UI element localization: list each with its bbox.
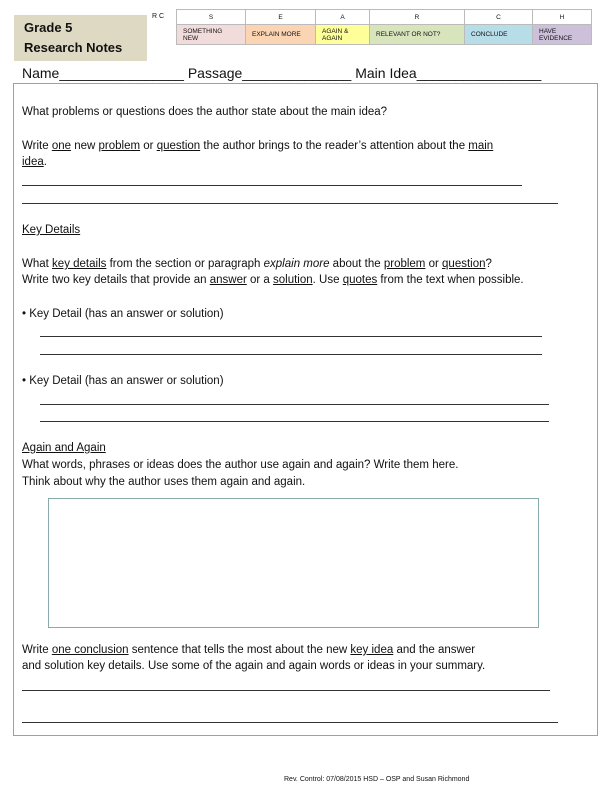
key-details-heading: Key Details (22, 224, 81, 236)
again-prompt-1: What words, phrases or ideas does the author use again and again? Write them here. (22, 459, 459, 471)
passage-field[interactable]: Passage______________ (187, 65, 352, 81)
prompt-new-problem: Write one new problem or question the author brings to the reader’s attention about the main idea. (22, 140, 494, 168)
footer: Rev. Control: 07/08/2015 HSD – OSP and Susan Richmond (284, 776, 470, 783)
answer-line[interactable] (40, 354, 542, 355)
title-line1: Grade 5 (24, 20, 73, 35)
legend-label: CONCLUDE (465, 25, 533, 45)
key-detail-bullet-2: • Key Detail (has an answer or solution) (22, 375, 224, 387)
legend-label: HAVE EVIDENCE (533, 25, 592, 45)
key-details-prompt: What key details from the section or paragraph explain more about the problem or question? Write two key details that provide an answer or a solution. Use quotes from the text when possible. (22, 258, 524, 286)
legend-label: RELEVANT OR NOT? (370, 25, 465, 45)
legend-label: EXPLAIN MORE (246, 25, 316, 45)
again-heading: Again and Again (22, 442, 106, 454)
question-problems: What problems or questions does the author state about the main idea? (22, 106, 388, 118)
legend-letter: S (177, 10, 246, 25)
legend-letter: R (370, 10, 465, 25)
answer-line[interactable] (22, 203, 558, 204)
answer-line[interactable] (22, 722, 558, 723)
notes-box (13, 83, 598, 736)
again-prompt-2: Think about why the author uses them again and again. (22, 476, 306, 488)
main-idea-field[interactable]: Main Idea________________ (355, 65, 542, 81)
again-answer-box[interactable] (48, 498, 539, 628)
seacrch-legend-table (176, 9, 592, 45)
legend-letter: A (316, 10, 370, 25)
answer-line[interactable] (40, 336, 542, 337)
legend-label: SOMETHING NEW (177, 25, 246, 45)
answer-line[interactable] (40, 404, 549, 405)
name-field[interactable]: Name________________ (22, 65, 184, 81)
legend-letter: C (465, 10, 533, 25)
legend-letter: H (533, 10, 592, 25)
key-detail-bullet-1: • Key Detail (has an answer or solution) (22, 308, 224, 320)
header-fields (22, 65, 541, 81)
answer-line[interactable] (22, 185, 522, 186)
legend-label: AGAIN & AGAIN (316, 25, 370, 45)
answer-line[interactable] (22, 690, 550, 691)
title-line2: Research Notes (24, 40, 123, 55)
worksheet-title (14, 15, 147, 61)
legend-letter: E (246, 10, 316, 25)
answer-line[interactable] (40, 421, 549, 422)
conclusion-prompt: Write one conclusion sentence that tells the most about the new key idea and the answer and solution key details. Use some of the again and again words or ideas in your summary. (22, 644, 486, 672)
rc-label: R C (152, 13, 165, 20)
